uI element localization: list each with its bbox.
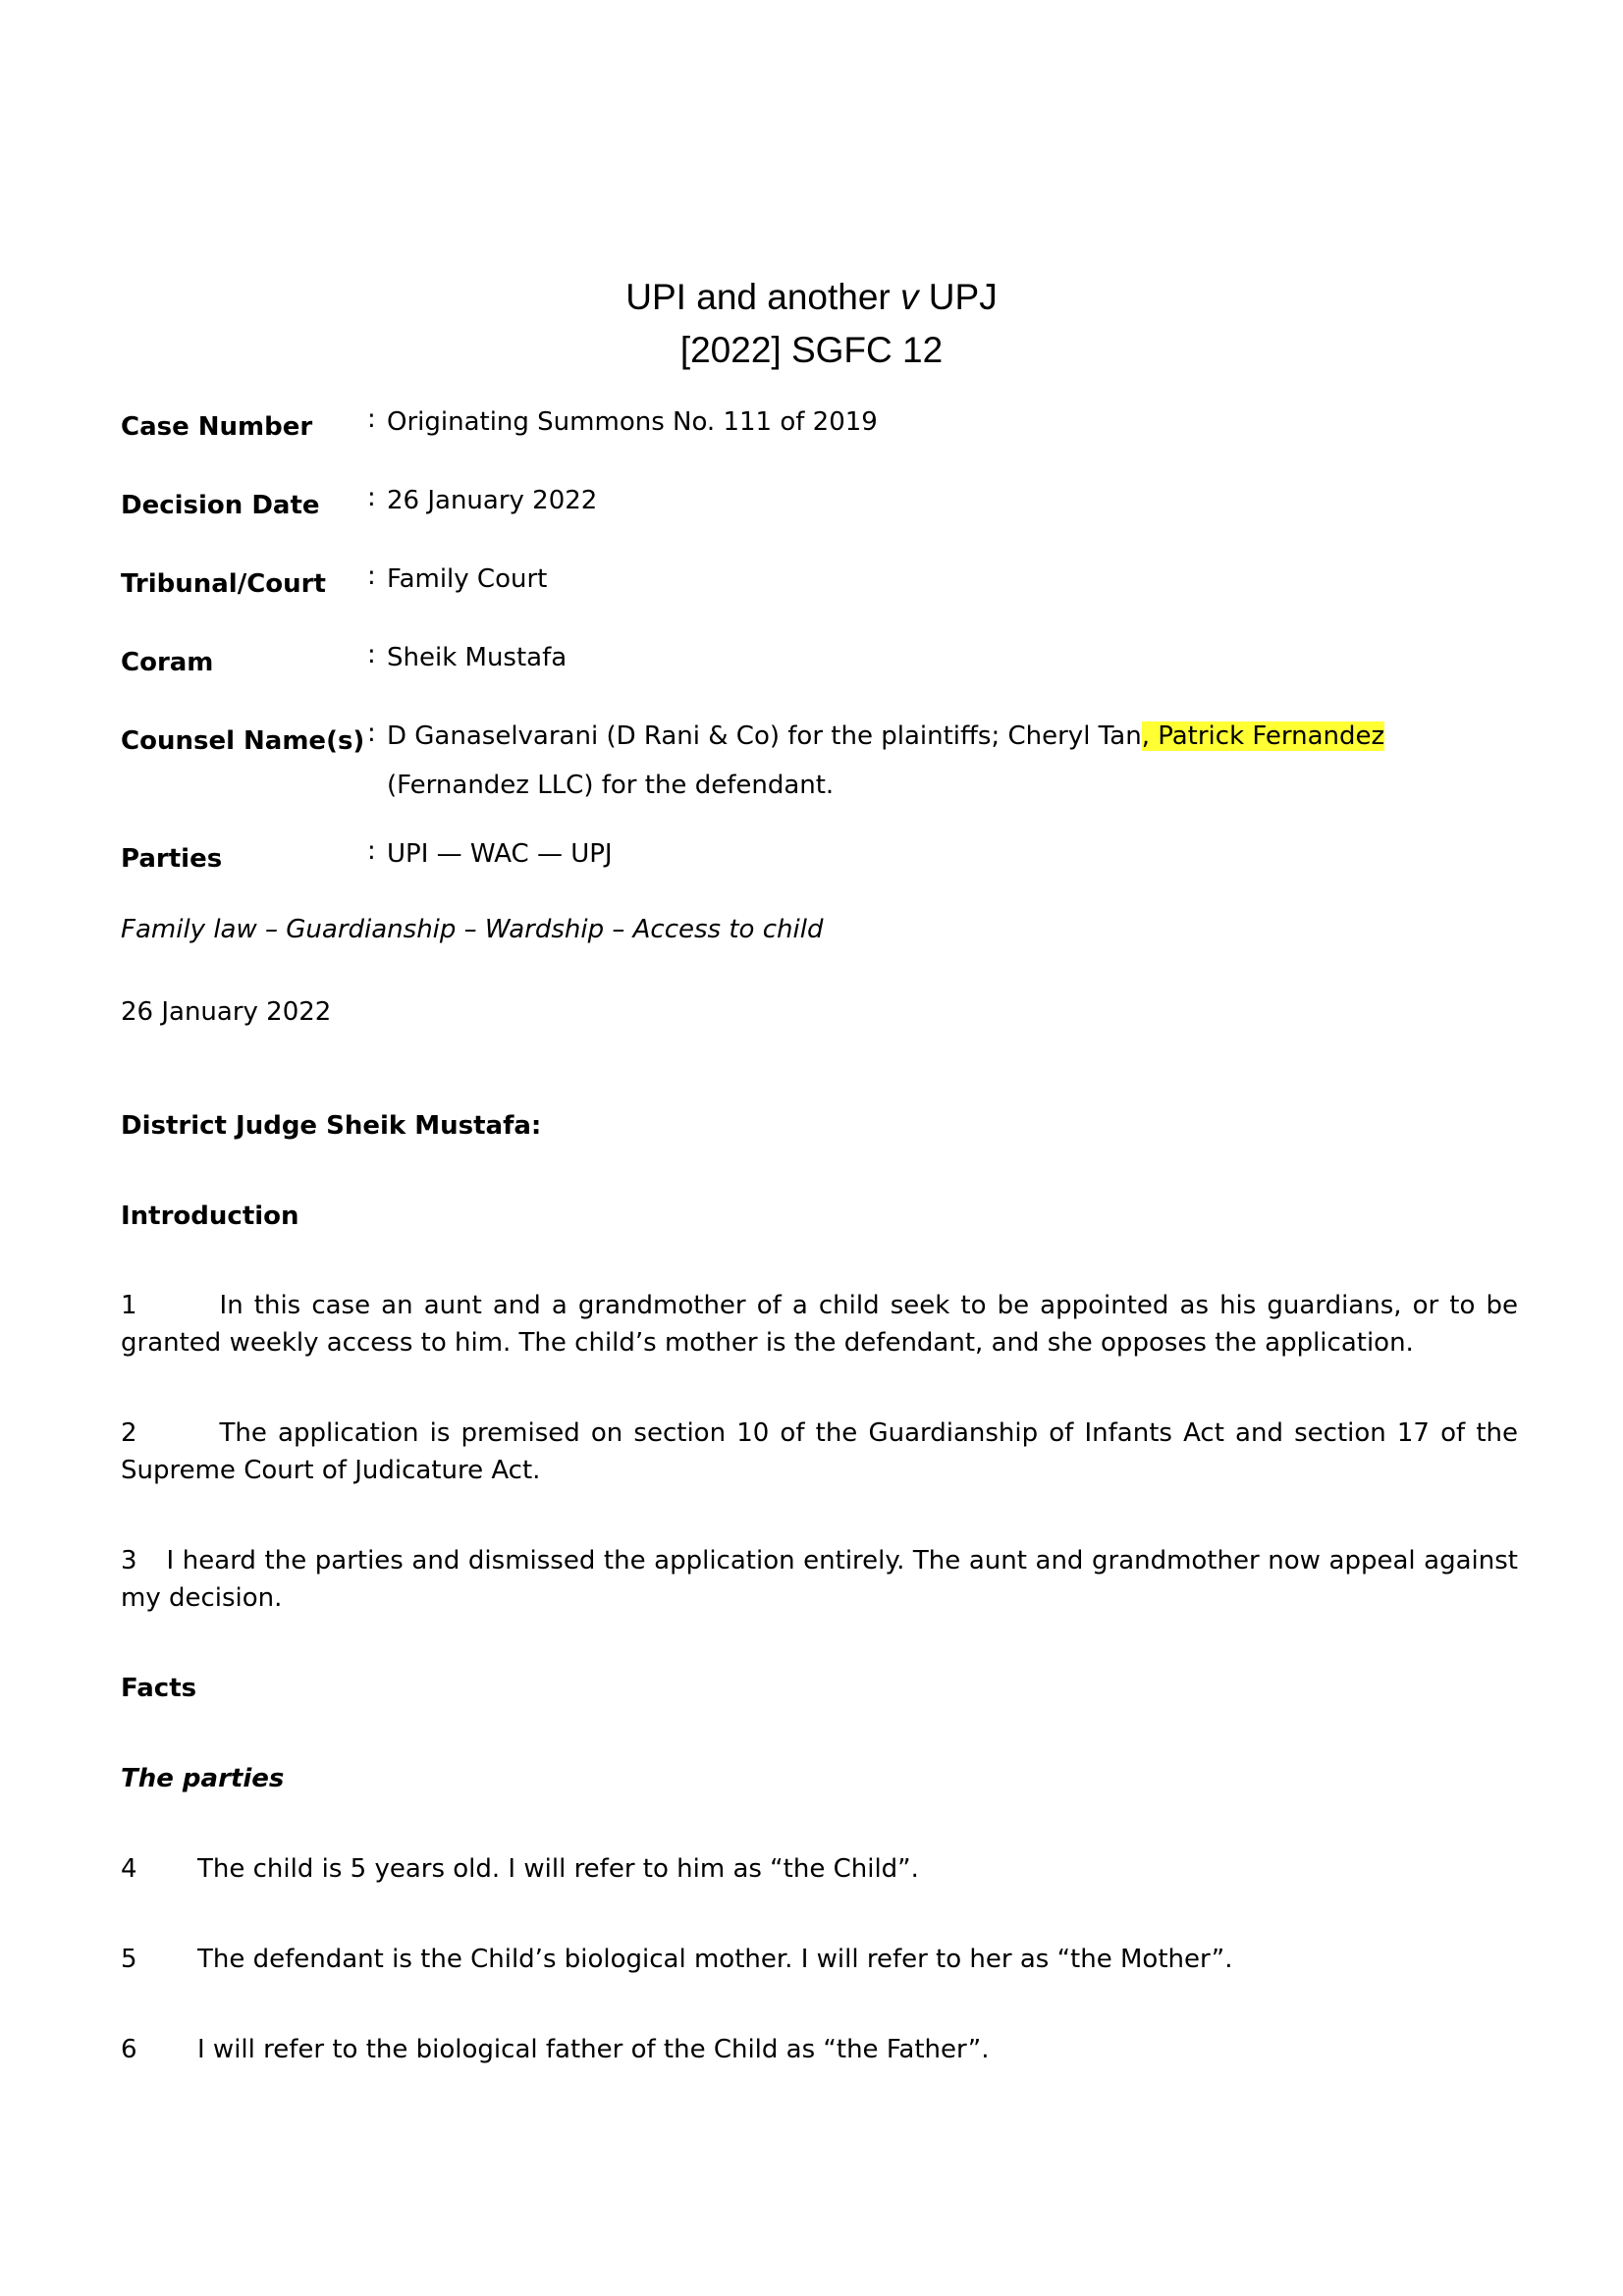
counsel-value-continued: (Fernandez LLC) for the defendant. [387, 771, 835, 800]
title-versus: v [900, 277, 919, 317]
meta-colon: : [367, 836, 376, 866]
paragraph-number: 4 [121, 1854, 137, 1884]
catchwords: Family law – Guardianship – Wardship – Access to child [121, 915, 824, 944]
case-title [0, 276, 1623, 319]
paragraph-1-line-1 [121, 1287, 1518, 1324]
case-citation: [2022] SGFC 12 [679, 330, 944, 370]
paragraph-number: 5 [121, 1945, 137, 1974]
case-number-label: Case Number [121, 412, 313, 442]
paragraph-text: The defendant is the Child’s biological mother. I will refer to her as “the Mother”. [197, 1945, 1233, 1974]
meta-colon: : [367, 561, 376, 591]
section-facts: Facts [121, 1674, 197, 1703]
counsel-value [387, 720, 1384, 753]
paragraph-3-line-2: my decision. [121, 1583, 283, 1613]
paragraph-1 [121, 1287, 1518, 1362]
decision-date-label: Decision Date [121, 491, 320, 520]
section-introduction: Introduction [121, 1201, 299, 1231]
paragraph-1-line-2: granted weekly access to him. The child’s mother is the defendant, and she opposes the application. [121, 1328, 1414, 1358]
meta-colon: : [367, 640, 376, 669]
judgment-date: 26 January 2022 [121, 997, 332, 1027]
paragraph-3-line-1 [121, 1542, 1518, 1579]
counsel-label: Counsel Name(s) [121, 726, 365, 756]
subsection-the-parties: The parties [121, 1764, 285, 1793]
tribunal-label: Tribunal/Court [121, 569, 326, 599]
paragraph-3 [121, 1542, 1518, 1617]
title-text-end: UPJ [918, 277, 998, 317]
parties-value: UPI — WAC — UPJ [387, 839, 613, 869]
meta-colon: : [367, 719, 376, 748]
paragraph-number: 1 [121, 1291, 137, 1320]
paragraph-2-line-2: Supreme Court of Judicature Act. [121, 1456, 541, 1485]
paragraph-number: 3 [121, 1546, 137, 1575]
meta-colon: : [367, 404, 376, 434]
paragraph-5 [121, 1941, 1518, 1980]
paragraph-2 [121, 1415, 1518, 1489]
paragraph-4 [121, 1850, 1518, 1890]
highlighted-counsel-name: , Patrick Fernandez [1141, 721, 1385, 751]
paragraph-2-line-1 [121, 1415, 1518, 1452]
paragraph-text: I will refer to the biological father of the Child as “the Father”. [197, 2035, 990, 2064]
paragraph-text: I heard the parties and dismissed the application entirely. The aunt and grandmother now appeal against [166, 1546, 1518, 1575]
coram-label: Coram [121, 648, 214, 677]
counsel-text: D Ganaselvarani (D Rani & Co) for the plaintiffs; Cheryl Tan [387, 721, 1142, 751]
paragraph-number: 6 [121, 2035, 137, 2064]
tribunal-value: Family Court [387, 564, 548, 594]
case-number-value: Originating Summons No. 111 of 2019 [387, 407, 878, 437]
paragraph-text: The child is 5 years old. I will refer to him as “the Child”. [197, 1854, 919, 1884]
paragraph-text: The application is premised on section 10 of the Guardianship of Infants Act and section 17 of the [219, 1418, 1518, 1448]
title-text: UPI and another [625, 277, 901, 317]
coram-value: Sheik Mustafa [387, 643, 568, 672]
meta-colon: : [367, 483, 376, 512]
paragraph-number: 2 [121, 1418, 137, 1448]
judge-heading: District Judge Sheik Mustafa: [121, 1111, 542, 1141]
parties-label: Parties [121, 844, 223, 874]
decision-date-value: 26 January 2022 [387, 486, 598, 515]
paragraph-6 [121, 2031, 1518, 2070]
paragraph-text: In this case an aunt and a grandmother of a child seek to be appointed as his guardians, or to be [219, 1291, 1518, 1320]
